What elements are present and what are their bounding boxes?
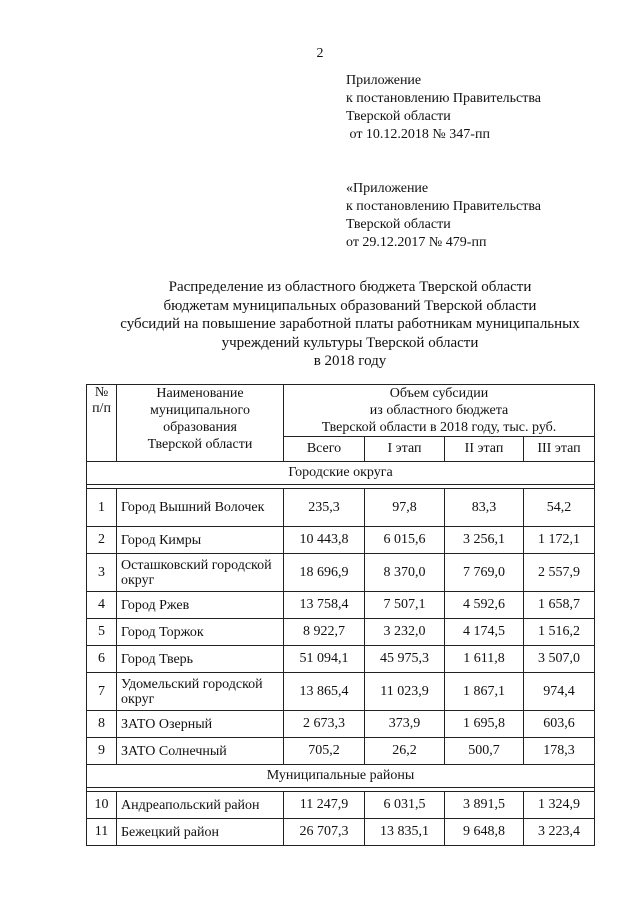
title-line: бюджетам муниципальных образований Тверской области (163, 297, 537, 314)
row-stage-1: 7 507,1 (365, 592, 445, 619)
row-total: 13 758,4 (284, 592, 365, 619)
title-line: Распределение из областного бюджета Тверской области (168, 279, 532, 295)
row-stage-2: 1 611,8 (445, 646, 524, 673)
section-municipal-districts: Муниципальные районы (87, 765, 595, 788)
appendix-block-current (346, 72, 541, 144)
row-stage-2: 3 256,1 (445, 527, 524, 554)
row-num: 4 (87, 592, 117, 619)
row-stage-3: 3 507,0 (524, 646, 595, 673)
row-stage-1: 3 232,0 (365, 619, 445, 646)
row-num: 6 (87, 646, 117, 673)
title-line: в 2018 году (313, 353, 387, 369)
row-num: 11 (87, 819, 117, 846)
appendix-line: от 10.12.2018 № 347-пп (346, 127, 490, 142)
row-stage-3: 1 172,1 (524, 527, 595, 554)
row-total: 705,2 (284, 738, 365, 765)
row-stage-1: 45 975,3 (365, 646, 445, 673)
title-line: учреждений культуры Тверской области (221, 334, 479, 351)
row-num: 2 (87, 527, 117, 554)
table-row (87, 489, 595, 527)
row-stage-3: 2 557,9 (524, 554, 595, 592)
row-name: Андреапольский район (117, 792, 284, 819)
row-stage-3: 3 223,4 (524, 819, 595, 846)
appendix-line: Тверской области (346, 217, 451, 232)
row-num: 7 (87, 673, 117, 711)
header-stage-1: I этап (365, 437, 445, 462)
row-name: Город Кимры (117, 527, 284, 554)
row-stage-3: 1 658,7 (524, 592, 595, 619)
row-total: 10 443,8 (284, 527, 365, 554)
row-stage-3: 178,3 (524, 738, 595, 765)
row-total: 13 865,4 (284, 673, 365, 711)
row-total: 235,3 (284, 489, 365, 527)
appendix-line: от 29.12.2017 № 479-пп (346, 235, 487, 250)
row-name: Город Ржев (117, 592, 284, 619)
row-total: 2 673,3 (284, 711, 365, 738)
row-stage-1: 97,8 (365, 489, 445, 527)
row-stage-2: 83,3 (445, 489, 524, 527)
header-stage-2: II этап (445, 437, 524, 462)
appendix-line: Тверской области (346, 109, 451, 124)
header-name-line: Тверской области (147, 437, 253, 452)
row-stage-2: 4 592,6 (445, 592, 524, 619)
header-volume-line: из областного бюджета (369, 403, 509, 418)
table-row (87, 527, 595, 554)
subsidy-table (86, 384, 595, 846)
row-stage-1: 8 370,0 (365, 554, 445, 592)
row-name: Осташковский городской округ (117, 554, 284, 592)
row-name: Город Тверь (117, 646, 284, 673)
row-stage-2: 1 867,1 (445, 673, 524, 711)
row-name: Город Торжок (117, 619, 284, 646)
table-row (87, 673, 595, 711)
row-total: 11 247,9 (284, 792, 365, 819)
row-stage-2: 500,7 (445, 738, 524, 765)
row-name: Бежецкий район (117, 819, 284, 846)
table-row (87, 554, 595, 592)
row-stage-2: 7 769,0 (445, 554, 524, 592)
row-num: 3 (87, 554, 117, 592)
row-total: 51 094,1 (284, 646, 365, 673)
header-num (87, 385, 117, 462)
header-name (117, 385, 284, 462)
header-num-line: п/п (92, 401, 111, 416)
table-row (87, 819, 595, 846)
row-total: 18 696,9 (284, 554, 365, 592)
header-name-line: муниципального (150, 403, 250, 418)
header-stage-3: III этап (524, 437, 595, 462)
row-stage-2: 9 648,8 (445, 819, 524, 846)
row-stage-1: 6 015,6 (365, 527, 445, 554)
table-row (87, 792, 595, 819)
appendix-line: к постановлению Правительства (346, 199, 542, 214)
header-volume (284, 385, 595, 437)
table-row (87, 592, 595, 619)
row-num: 1 (87, 489, 117, 527)
row-stage-2: 1 695,8 (445, 711, 524, 738)
table-row (87, 711, 595, 738)
row-num: 10 (87, 792, 117, 819)
row-stage-2: 4 174,5 (445, 619, 524, 646)
row-stage-3: 974,4 (524, 673, 595, 711)
row-stage-3: 603,6 (524, 711, 595, 738)
header-num-line: № (94, 385, 109, 400)
title-line: субсидий на повышение заработной платы работникам муниципальных (120, 316, 580, 332)
row-stage-2: 3 891,5 (445, 792, 524, 819)
row-num: 8 (87, 711, 117, 738)
table-row (87, 646, 595, 673)
row-name: ЗАТО Озерный (117, 711, 284, 738)
row-stage-1: 26,2 (365, 738, 445, 765)
page-number: 2 (316, 46, 324, 61)
row-name: ЗАТО Солнечный (117, 738, 284, 765)
table-row (87, 738, 595, 765)
appendix-block-original (346, 180, 541, 252)
row-stage-1: 13 835,1 (365, 819, 445, 846)
row-total: 26 707,3 (284, 819, 365, 846)
appendix-line: «Приложение (346, 181, 429, 196)
row-stage-3: 54,2 (524, 489, 595, 527)
appendix-line: Приложение (346, 73, 422, 88)
row-stage-3: 1 324,9 (524, 792, 595, 819)
header-total: Всего (284, 437, 365, 462)
row-stage-1: 11 023,9 (365, 673, 445, 711)
row-stage-1: 373,9 (365, 711, 445, 738)
header-volume-line: Объем субсидии (389, 386, 489, 401)
header-volume-line: Тверской области в 2018 году, тыс. руб. (321, 420, 557, 435)
row-num: 9 (87, 738, 117, 765)
section-city-districts: Городские округа (87, 462, 595, 485)
row-name: Удомельский городской округ (117, 673, 284, 711)
row-total: 8 922,7 (284, 619, 365, 646)
row-stage-1: 6 031,5 (365, 792, 445, 819)
row-name: Город Вышний Волочек (117, 489, 284, 527)
appendix-line: к постановлению Правительства (346, 91, 542, 106)
table-row (87, 619, 595, 646)
row-stage-3: 1 516,2 (524, 619, 595, 646)
header-name-line: образования (163, 420, 237, 435)
document-title (0, 278, 640, 371)
row-num: 5 (87, 619, 117, 646)
header-name-line: Наименование (156, 386, 244, 401)
